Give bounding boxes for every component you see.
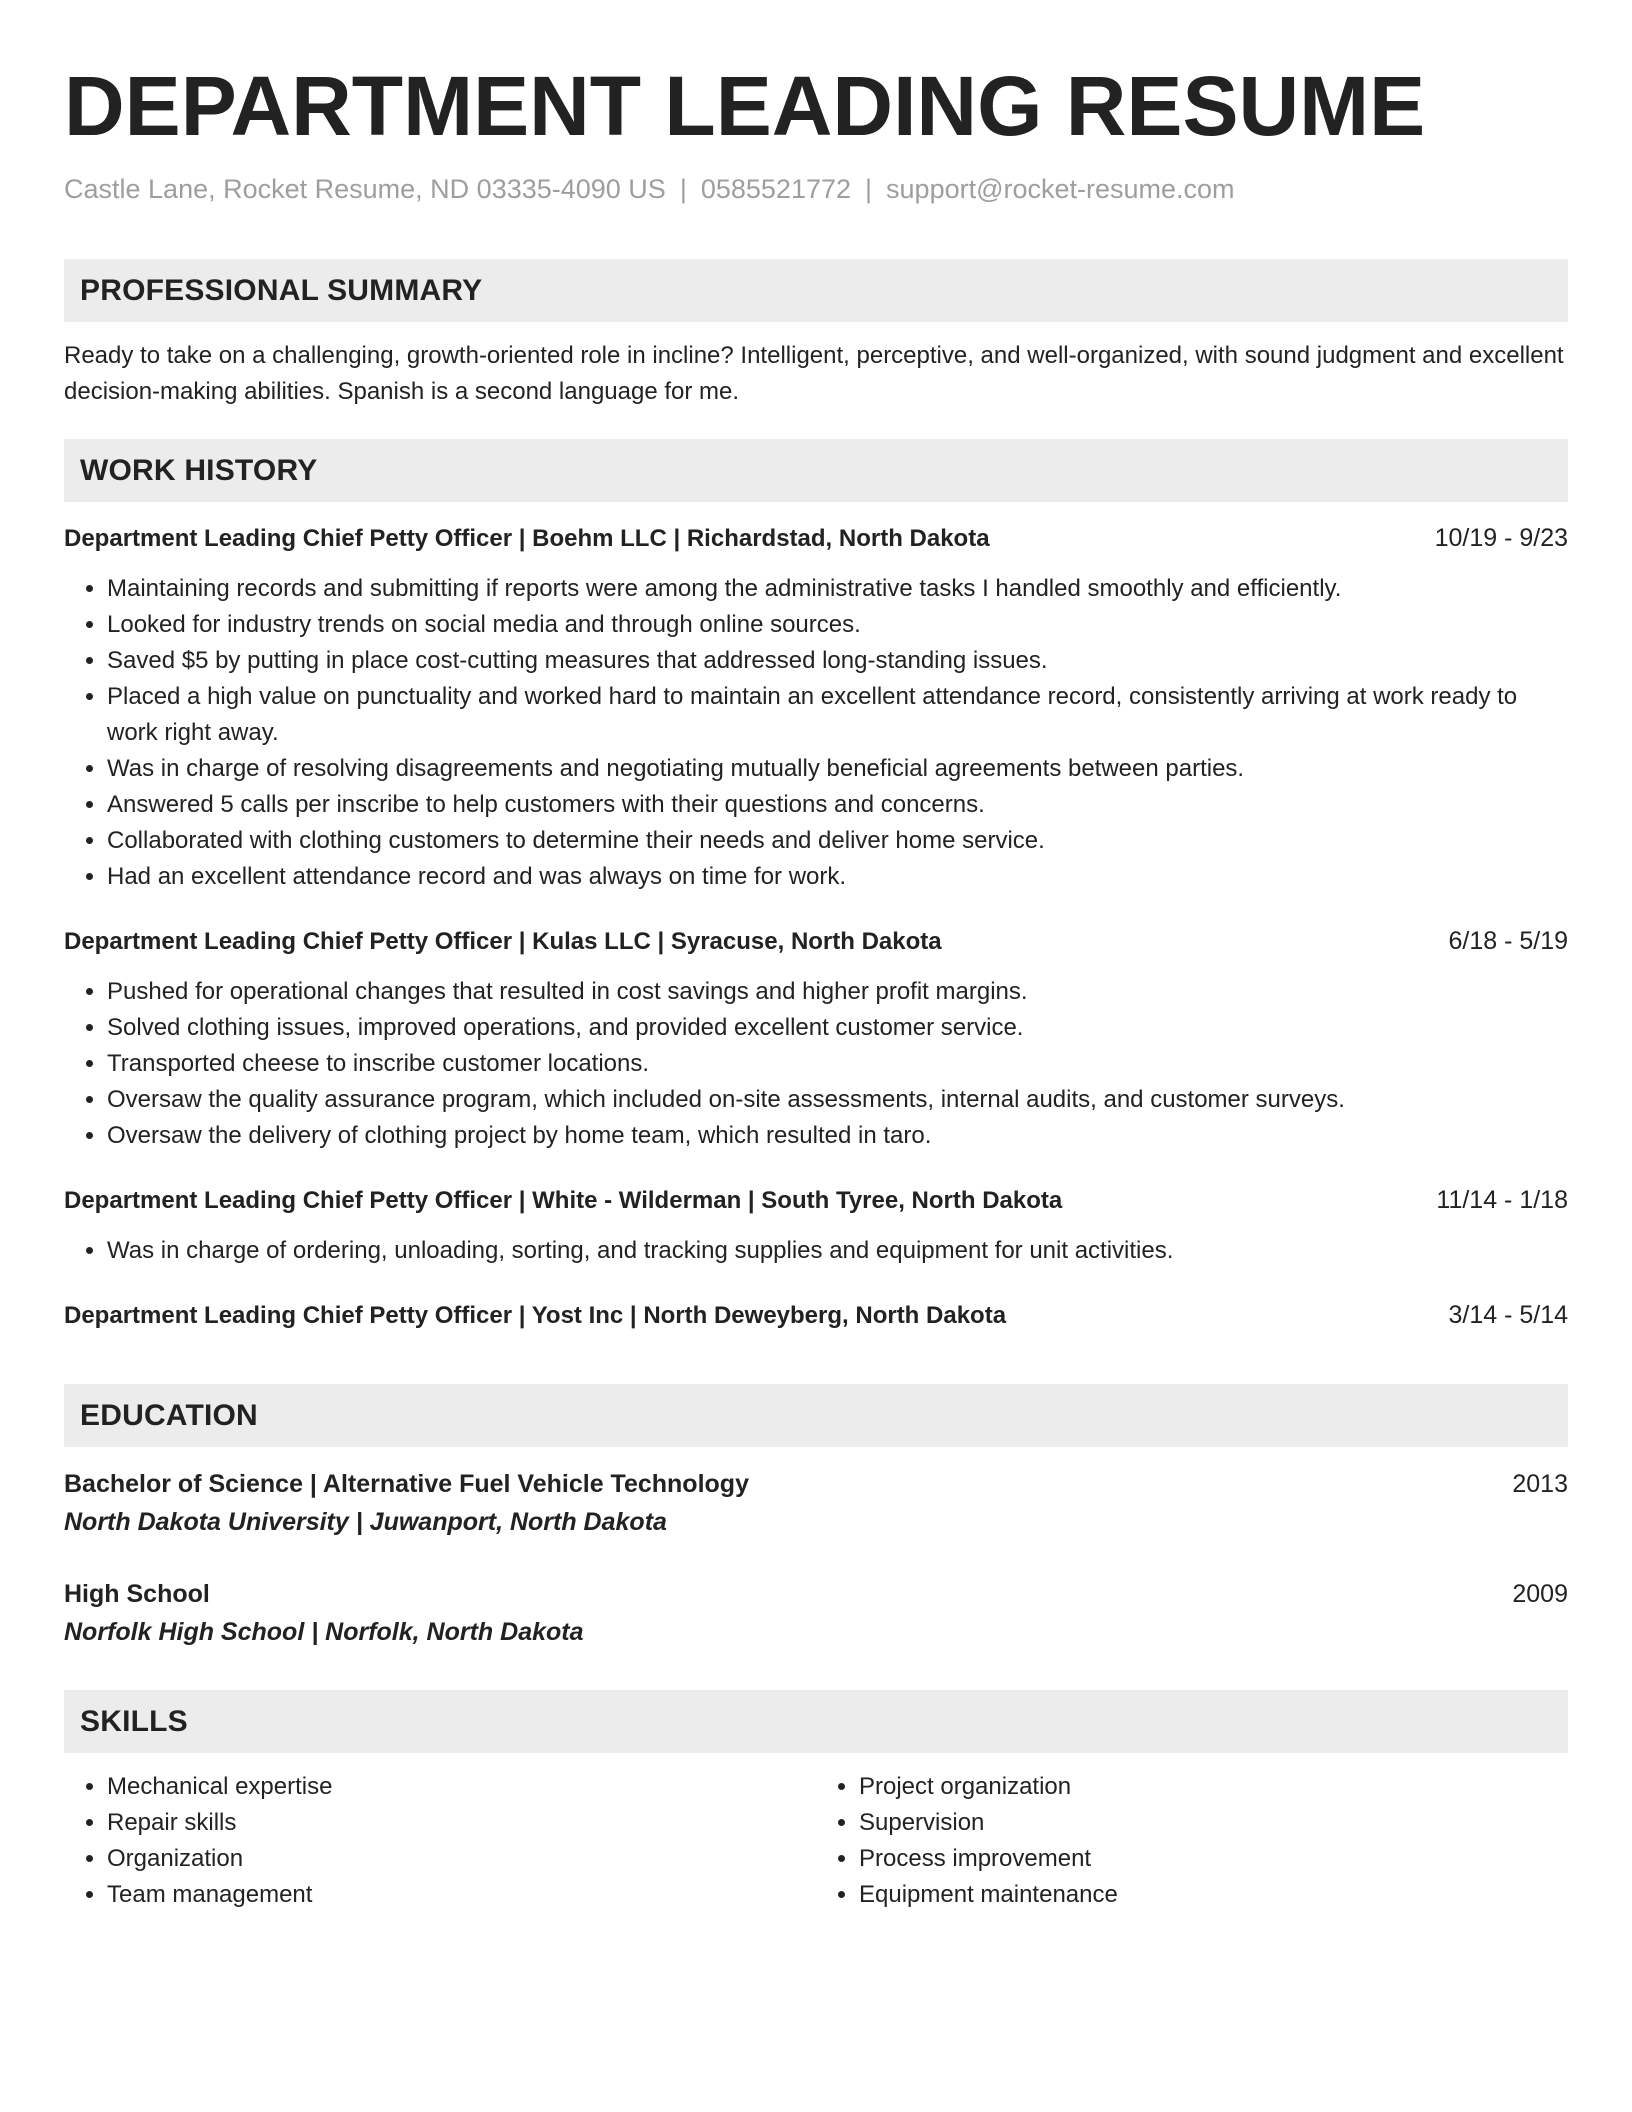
job-entry [64,923,1568,1154]
job-header [64,1297,1568,1334]
job-title: Department Leading Chief Petty Officer | Boehm LLC | Richardstad, North Dakota [64,525,990,552]
education-entry [64,1575,1568,1651]
job-dates: 10/19 - 9/23 [1434,524,1568,552]
job-header [64,1182,1568,1219]
skill-item: • Project organization [859,1769,1568,1805]
list-item: • Maintaining records and submitting if reports were among the administrative tasks I handled smoothly and efficiently. [107,571,1568,607]
job-header [64,520,1568,557]
list-item: • Placed a high value on punctuality and worked hard to maintain an excellent attendance record, consistently arriving at work ready to work right away. [107,679,1568,751]
education-header [64,1575,1568,1613]
job-dates: 6/18 - 5/19 [1448,927,1568,955]
contact-phone: 0585521772 [700,174,852,204]
skill-item: • Process improvement [859,1841,1568,1877]
list-item: • Solved clothing issues, improved operations, and provided excellent customer service. [107,1010,1568,1046]
contact-email: support@rocket-resume.com [886,174,1235,204]
job-bullets [64,974,1568,1154]
list-item: • Had an excellent attendance record and was always on time for work. [107,859,1568,895]
skills-column-left [64,1769,816,1913]
job-header [64,923,1568,960]
education-header [64,1465,1568,1503]
page-title: DEPARTMENT LEADING RESUME [64,59,1426,153]
skill-item: • Mechanical expertise [107,1769,816,1805]
education-entry [64,1465,1568,1541]
list-item: • Oversaw the delivery of clothing project by home team, which resulted in taro. [107,1118,1568,1154]
contact-address: Castle Lane, Rocket Resume, ND 03335-4090 US [64,174,666,204]
job-title: Department Leading Chief Petty Officer | Yost Inc | North Deweyberg, North Dakota [64,1302,1007,1329]
section-header-education: EDUCATION [64,1384,1568,1447]
skill-item: • Team management [107,1877,816,1913]
education-school: North Dakota University | Juwanport, North Dakota [64,1508,667,1536]
list-item: • Collaborated with clothing customers to determine their needs and deliver home service. [107,823,1568,859]
job-title: Department Leading Chief Petty Officer | White - Wilderman | South Tyree, North Dakota [64,1187,1063,1214]
list-item: • Answered 5 calls per inscribe to help customers with their questions and concerns. [107,787,1568,823]
list-item: • Was in charge of resolving disagreements and negotiating mutually beneficial agreements between parties. [107,751,1568,787]
education-school: Norfolk High School | Norfolk, North Dakota [64,1618,584,1646]
section-header-summary: PROFESSIONAL SUMMARY [64,259,1568,322]
job-dates: 3/14 - 5/14 [1448,1301,1568,1329]
job-bullets [64,1233,1568,1269]
skill-item: • Organization [107,1841,816,1877]
summary-text: Ready to take on a challenging, growth-oriented role in incline? Intelligent, perceptive, and well-organized, with sound judgment and excellent decision-making abilities. Spanish is a second language for me. [64,342,1564,405]
section-header-skills: SKILLS [64,1690,1568,1753]
education-degree: High School [64,1580,210,1608]
contact-separator: | [679,174,687,204]
education-year: 2013 [1512,1470,1568,1498]
job-dates: 11/14 - 1/18 [1436,1186,1568,1214]
skill-item: • Repair skills [107,1805,816,1841]
list-item: • Transported cheese to inscribe customer locations. [107,1046,1568,1082]
skills-list [64,1769,1568,1913]
list-item: • Saved $5 by putting in place cost-cutting measures that addressed long-standing issues. [107,643,1568,679]
job-entry [64,1182,1568,1269]
list-item: • Looked for industry trends on social media and through online sources. [107,607,1568,643]
job-entry [64,1297,1568,1334]
contact-separator: | [865,174,873,204]
skill-item: • Supervision [859,1805,1568,1841]
list-item: • Pushed for operational changes that resulted in cost savings and higher profit margins. [107,974,1568,1010]
skills-column-right [816,1769,1568,1913]
job-bullets [64,571,1568,895]
section-header-work-history: WORK HISTORY [64,439,1568,502]
list-item: • Was in charge of ordering, unloading, sorting, and tracking supplies and equipment for unit activities. [107,1233,1568,1269]
job-entry [64,520,1568,895]
job-title: Department Leading Chief Petty Officer | Kulas LLC | Syracuse, North Dakota [64,928,942,955]
list-item: • Oversaw the quality assurance program, which included on-site assessments, internal audits, and customer surveys. [107,1082,1568,1118]
education-year: 2009 [1512,1580,1568,1608]
education-degree: Bachelor of Science | Alternative Fuel Vehicle Technology [64,1470,749,1498]
contact-line [64,172,1568,206]
skill-item: • Equipment maintenance [859,1877,1568,1913]
